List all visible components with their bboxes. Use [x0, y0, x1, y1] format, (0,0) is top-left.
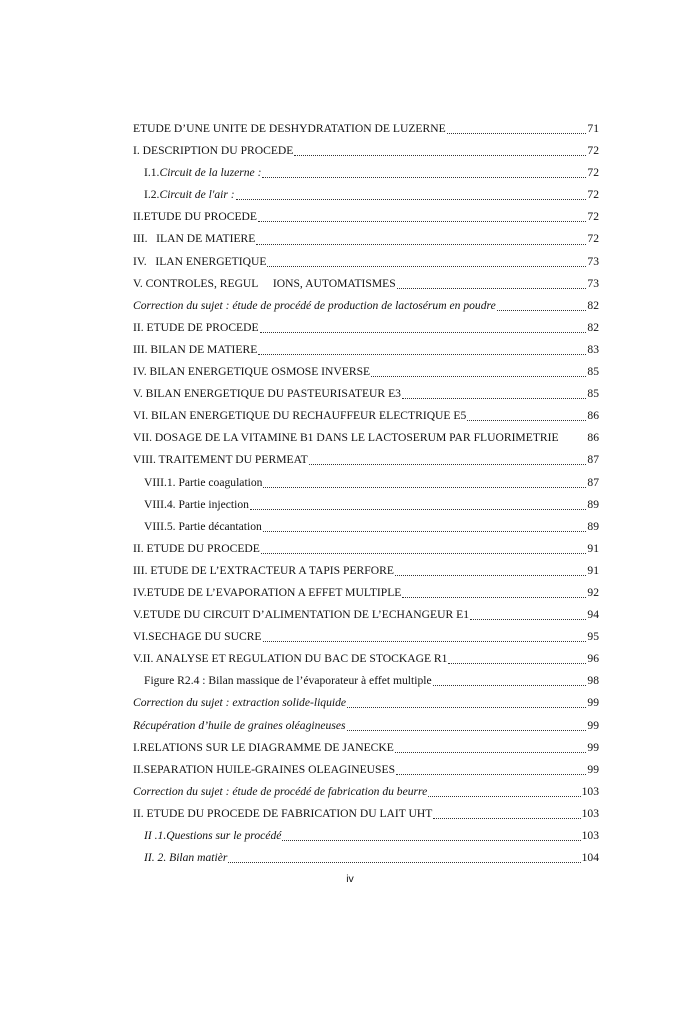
- toc-entry[interactable]: [133, 582, 599, 604]
- dot-leader: [395, 574, 587, 576]
- toc-entry-title: II. ETUDE DE PROCEDE: [133, 320, 259, 334]
- dot-leader: [433, 684, 587, 686]
- toc-entry-page: 103: [581, 806, 599, 820]
- page-number: iv: [346, 873, 354, 885]
- toc-entry[interactable]: [133, 692, 599, 714]
- toc-entry[interactable]: [133, 648, 599, 670]
- toc-entry-page: 99: [587, 762, 599, 776]
- toc-entry[interactable]: [133, 560, 599, 582]
- dot-leader: [236, 198, 587, 200]
- toc-entry[interactable]: [133, 472, 599, 494]
- dot-leader: [258, 220, 586, 222]
- toc-entry-title: II.ETUDE DU PROCEDE: [133, 210, 257, 224]
- toc-entry-title: [144, 184, 235, 206]
- toc-entry-title: I.RELATIONS SUR LE DIAGRAMME DE JANECKE: [133, 740, 394, 754]
- toc-entry-page: 85: [587, 387, 599, 401]
- toc-entry-title: III. ILAN DE MATIERE: [133, 232, 256, 246]
- toc-entry-page: 94: [587, 608, 599, 622]
- toc-entry-title: Récupération d’huile de graines oléagineuses: [133, 718, 346, 732]
- toc-entry-title: VIII. TRAITEMENT DU PERMEAT: [133, 453, 308, 467]
- dot-leader: [402, 596, 586, 598]
- toc-entry-title: IV.ETUDE DE L’EVAPORATION A EFFET MULTIPLE: [133, 585, 402, 599]
- toc-entry[interactable]: [133, 295, 599, 317]
- toc-entry[interactable]: [133, 118, 599, 140]
- dot-leader: [559, 442, 588, 443]
- toc-entry[interactable]: [133, 538, 599, 560]
- dot-leader: [282, 839, 580, 841]
- toc-entry[interactable]: [133, 361, 599, 383]
- toc-entry[interactable]: [133, 206, 599, 228]
- dot-leader: [347, 706, 586, 708]
- toc-entry[interactable]: [133, 715, 599, 737]
- dot-leader: [467, 419, 586, 421]
- toc-entry-page: 99: [587, 696, 599, 710]
- table-of-contents: [133, 118, 599, 869]
- toc-entry[interactable]: [133, 383, 599, 405]
- dot-leader: [433, 817, 580, 819]
- toc-entry-title: Correction du sujet : étude de procédé de fabrication du beurre: [133, 784, 428, 798]
- toc-entry[interactable]: [133, 670, 599, 692]
- dot-leader: [294, 154, 586, 156]
- toc-entry[interactable]: [133, 228, 599, 250]
- dot-leader: [228, 861, 580, 863]
- toc-entry[interactable]: [133, 184, 599, 206]
- toc-entry-page: 82: [587, 298, 599, 312]
- toc-entry-page: 71: [587, 122, 599, 135]
- toc-entry-title: IV. BILAN ENERGETIQUE OSMOSE INVERSE: [133, 365, 371, 379]
- toc-entry-page: 99: [587, 740, 599, 754]
- toc-entry-page: 95: [587, 630, 599, 644]
- dot-leader: [402, 397, 586, 399]
- dot-leader: [261, 552, 587, 554]
- toc-entry-page: 85: [587, 365, 599, 379]
- toc-entry[interactable]: [133, 273, 599, 295]
- dot-leader: [263, 530, 587, 532]
- dot-leader: [470, 618, 586, 620]
- dot-leader: [250, 508, 586, 510]
- toc-entry-page: 87: [587, 475, 599, 489]
- toc-entry[interactable]: [133, 339, 599, 361]
- toc-entry[interactable]: [133, 251, 599, 273]
- toc-entry-title: II. 2. Bilan matièr: [144, 851, 228, 865]
- toc-entry[interactable]: [133, 449, 599, 471]
- toc-entry-page: 72: [587, 188, 599, 202]
- dot-leader: [395, 751, 587, 753]
- dot-leader: [262, 176, 586, 178]
- toc-entry-title: VIII.1. Partie coagulation: [144, 475, 263, 489]
- dot-leader: [396, 773, 586, 775]
- toc-entry-title: Figure R2.4 : Bilan massique de l’évaporateur à effet multiple: [144, 674, 432, 688]
- toc-entry-title: II .1.Questions sur le procédé: [144, 829, 282, 842]
- toc-entry-title: V.II. ANALYSE ET REGULATION DU BAC DE STOCKAGE R1: [133, 652, 448, 666]
- toc-entry-title: I. DESCRIPTION DU PROCEDE: [133, 144, 294, 158]
- toc-entry-title: VIII.5. Partie décantation: [144, 519, 262, 533]
- toc-entry[interactable]: [133, 162, 599, 184]
- toc-entry-title: VII. DOSAGE DE LA VITAMINE B1 DANS LE LACTOSERUM PAR FLUORIMETRIE: [133, 431, 559, 445]
- dot-leader: [497, 309, 587, 311]
- toc-entry-page: 103: [581, 829, 599, 842]
- toc-entry-number: I.1.: [144, 166, 160, 180]
- toc-entry-title: III. BILAN DE MATIERE: [133, 342, 258, 356]
- toc-entry-title: V. BILAN ENERGETIQUE DU PASTEURISATEUR E3: [133, 387, 401, 401]
- toc-entry-page: 98: [587, 674, 599, 688]
- toc-entry-title: III. ETUDE DE L’EXTRACTEUR A TAPIS PERFORE: [133, 563, 394, 577]
- toc-entry-title: II. ETUDE DU PROCEDE DE FABRICATION DU LAIT UHT: [133, 806, 433, 820]
- toc-entry-page: 96: [587, 652, 599, 666]
- toc-entry[interactable]: [133, 317, 599, 339]
- toc-entry-title: IV. ILAN ENERGETIQUE: [133, 254, 267, 268]
- toc-entry-number: I.2.: [144, 188, 160, 202]
- dot-leader: [397, 287, 587, 289]
- toc-entry-title: VIII.4. Partie injection: [144, 497, 249, 511]
- dot-leader: [447, 132, 587, 134]
- toc-entry-title-italic: Circuit de la luzerne :: [159, 166, 262, 180]
- toc-entry-page: 87: [587, 453, 599, 467]
- toc-entry[interactable]: [133, 140, 599, 162]
- toc-entry-title: ETUDE D’UNE UNITE DE DESHYDRATATION DE LUZERNE: [133, 122, 446, 135]
- toc-entry-page: 92: [587, 585, 599, 599]
- dot-leader: [260, 331, 587, 333]
- toc-entry-title: II.SEPARATION HUILE-GRAINES OLEAGINEUSES: [133, 762, 396, 776]
- toc-entry-page: 73: [587, 254, 599, 268]
- toc-entry-page: 72: [587, 144, 599, 158]
- toc-entry-page: 72: [587, 210, 599, 224]
- dot-leader: [267, 265, 586, 267]
- toc-entry[interactable]: [133, 494, 599, 516]
- dot-leader: [371, 375, 586, 377]
- toc-entry-page: 86: [587, 409, 599, 423]
- toc-entry-title-italic: Circuit de l'air :: [159, 188, 235, 202]
- toc-entry-title: V.ETUDE DU CIRCUIT D’ALIMENTATION DE L’ECHANGEUR E1: [133, 608, 470, 622]
- toc-entry-title: VI. BILAN ENERGETIQUE DU RECHAUFFEUR ELECTRIQUE E5: [133, 409, 467, 423]
- dot-leader: [263, 486, 586, 488]
- dot-leader: [256, 243, 586, 245]
- toc-entry-page: 89: [587, 519, 599, 533]
- toc-entry-page: 91: [587, 541, 599, 555]
- toc-entry-page: 83: [587, 342, 599, 356]
- dot-leader: [309, 463, 587, 465]
- toc-entry[interactable]: [133, 759, 599, 781]
- toc-entry-page: 82: [587, 320, 599, 334]
- toc-entry[interactable]: [133, 626, 599, 648]
- toc-entry[interactable]: [133, 803, 599, 825]
- dot-leader: [263, 640, 587, 642]
- dot-leader: [347, 729, 587, 731]
- toc-entry[interactable]: [133, 781, 599, 803]
- toc-entry[interactable]: [133, 427, 599, 449]
- toc-entry[interactable]: [133, 825, 599, 847]
- toc-entry[interactable]: [133, 405, 599, 427]
- toc-entry-title: V. CONTROLES, REGUL IONS, AUTOMATISMES: [133, 276, 396, 290]
- toc-entry-page: 104: [581, 851, 599, 865]
- toc-entry-title: [144, 162, 261, 184]
- toc-entry-page: 86: [587, 431, 599, 445]
- toc-entry-page: 73: [587, 276, 599, 290]
- toc-entry-page: 91: [587, 563, 599, 577]
- dot-leader: [258, 353, 586, 355]
- toc-entry[interactable]: [133, 604, 599, 626]
- toc-entry-page: 72: [587, 232, 599, 246]
- toc-entry[interactable]: [133, 737, 599, 759]
- dot-leader: [428, 795, 580, 797]
- toc-entry-page: 89: [587, 497, 599, 511]
- toc-entry-title: Correction du sujet : étude de procédé de production de lactosérum en poudre: [133, 298, 496, 312]
- toc-entry-page: 72: [587, 166, 599, 180]
- toc-entry[interactable]: [133, 847, 599, 869]
- toc-entry-title: Correction du sujet : extraction solide-liquide: [133, 696, 347, 710]
- toc-entry[interactable]: [133, 516, 599, 538]
- dot-leader: [448, 662, 586, 664]
- toc-entry-page: 103: [581, 784, 599, 798]
- toc-entry-title: II. ETUDE DU PROCEDE: [133, 541, 260, 555]
- toc-entry-page: 99: [587, 718, 599, 732]
- toc-entry-title: VI.SECHAGE DU SUCRE: [133, 630, 262, 644]
